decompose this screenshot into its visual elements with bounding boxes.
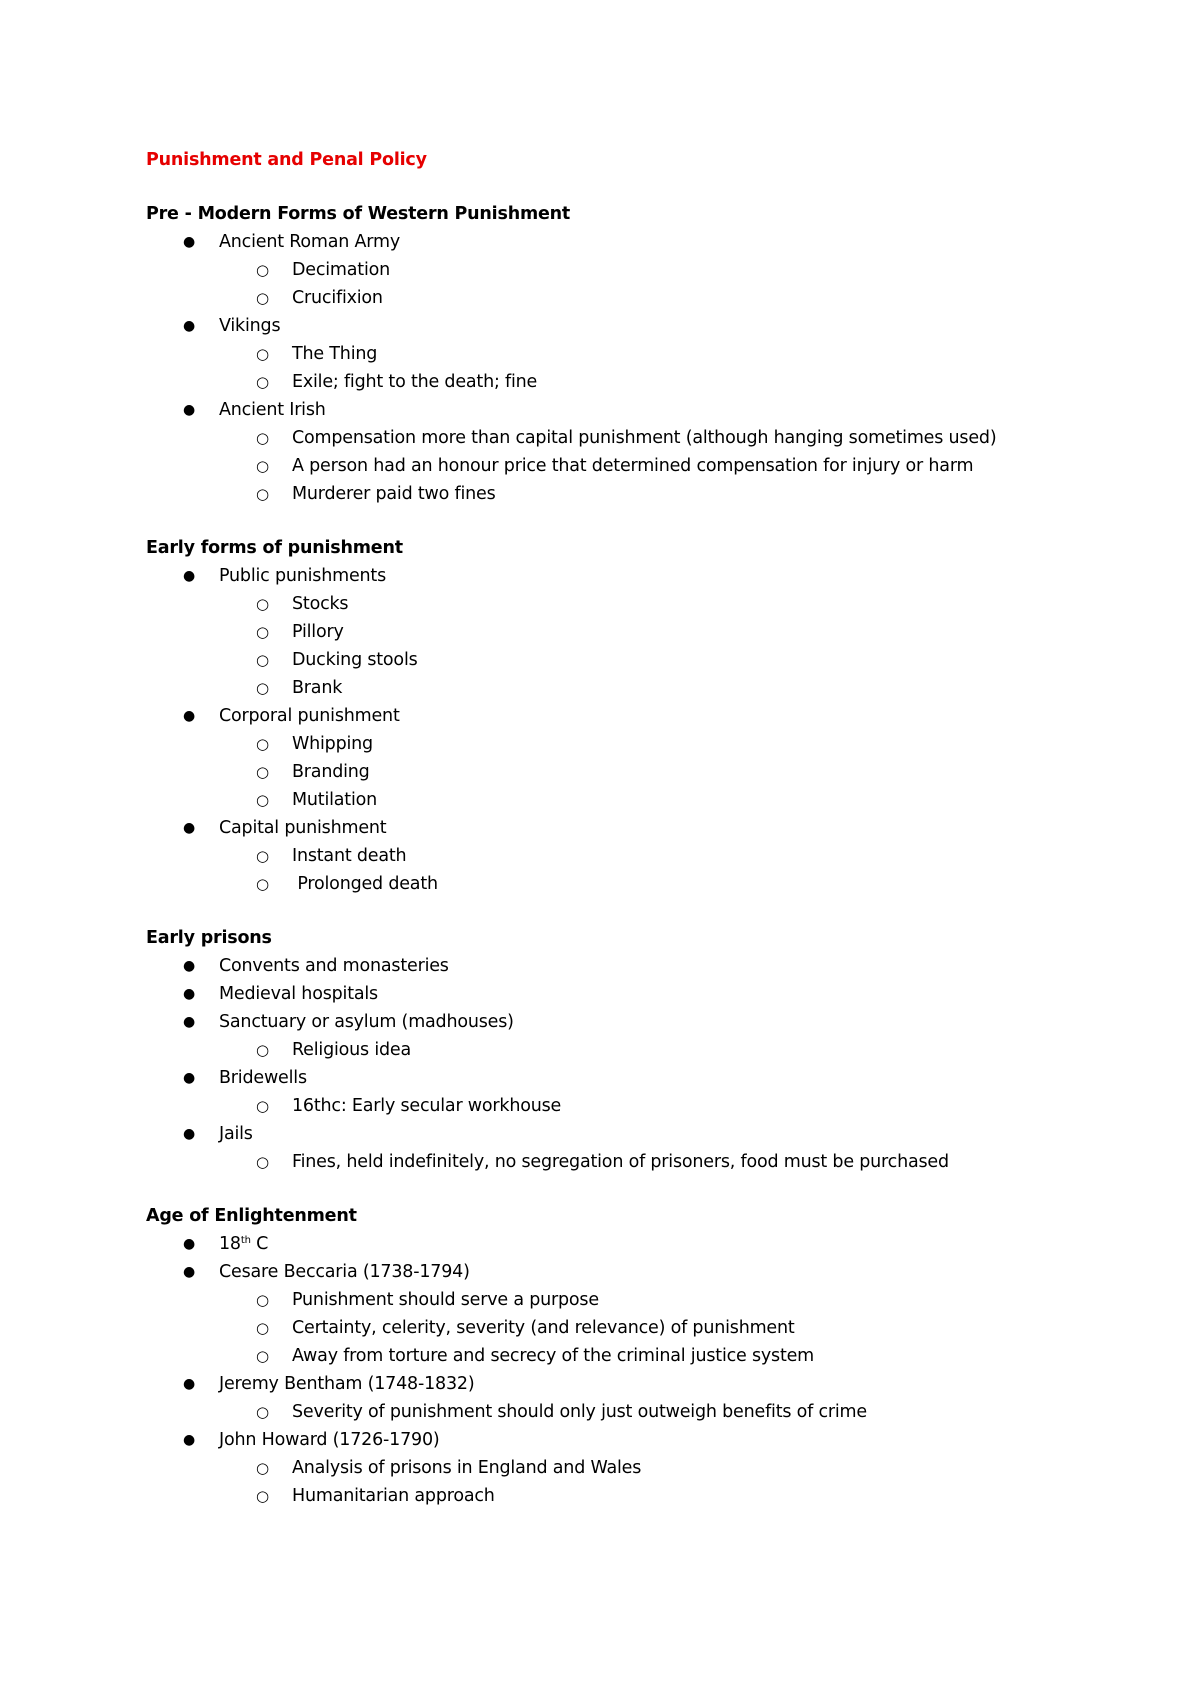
sub-list-item-line bbox=[146, 1286, 1106, 1314]
filled-bullet-icon: ● bbox=[183, 1014, 196, 1030]
list-item bbox=[146, 1370, 1106, 1426]
section bbox=[146, 1202, 1106, 1510]
sub-list-item-line bbox=[146, 674, 1106, 702]
sub-bullet-list bbox=[146, 590, 1106, 702]
list-item-line bbox=[146, 980, 1106, 1008]
sub-list-item-text: Mutilation bbox=[292, 790, 378, 810]
document-body bbox=[146, 200, 1106, 1510]
hollow-bullet-icon: ○ bbox=[256, 623, 269, 641]
sub-list-item-line bbox=[146, 424, 1106, 452]
sub-list-item-line bbox=[146, 1342, 1106, 1370]
list-item-text: Convents and monasteries bbox=[219, 956, 449, 976]
list-item bbox=[146, 562, 1106, 702]
sub-list-item bbox=[146, 870, 1106, 898]
sub-bullet-list bbox=[146, 1398, 1106, 1426]
list-item-line bbox=[146, 562, 1106, 590]
filled-bullet-icon: ● bbox=[183, 1264, 196, 1280]
hollow-bullet-icon: ○ bbox=[256, 1291, 269, 1309]
filled-bullet-icon: ● bbox=[183, 1070, 196, 1086]
section-heading: Age of Enlightenment bbox=[146, 1206, 357, 1226]
list-item-line bbox=[146, 1064, 1106, 1092]
sub-list-item bbox=[146, 758, 1106, 786]
sub-list-item bbox=[146, 368, 1106, 396]
filled-bullet-icon: ● bbox=[183, 986, 196, 1002]
sub-bullet-list bbox=[146, 1148, 1106, 1176]
sub-list-item-text: Exile; fight to the death; fine bbox=[292, 372, 538, 392]
hollow-bullet-icon: ○ bbox=[256, 763, 269, 781]
hollow-bullet-icon: ○ bbox=[256, 457, 269, 475]
sub-list-item-line bbox=[146, 870, 1106, 898]
sub-list-item bbox=[146, 1092, 1106, 1120]
list-item-line bbox=[146, 1008, 1106, 1036]
sub-list-item bbox=[146, 424, 1106, 452]
sub-list-item-text: Branding bbox=[292, 762, 370, 782]
sub-list-item-text: Analysis of prisons in England and Wales bbox=[292, 1458, 642, 1478]
list-item-text: Capital punishment bbox=[219, 818, 387, 838]
sub-list-item-line bbox=[146, 842, 1106, 870]
sub-list-item bbox=[146, 590, 1106, 618]
sub-list-item bbox=[146, 340, 1106, 368]
filled-bullet-icon: ● bbox=[183, 234, 196, 250]
section-heading: Early prisons bbox=[146, 928, 272, 948]
list-item-line bbox=[146, 1120, 1106, 1148]
hollow-bullet-icon: ○ bbox=[256, 373, 269, 391]
list-item-text: John Howard (1726-1790) bbox=[219, 1430, 440, 1450]
sub-list-item-text: Certainty, celerity, severity (and relevance) of punishment bbox=[292, 1318, 795, 1338]
sub-list-item-text: Prolonged death bbox=[292, 874, 438, 894]
list-item-line bbox=[146, 396, 1106, 424]
sub-list-item bbox=[146, 480, 1106, 508]
hollow-bullet-icon: ○ bbox=[256, 429, 269, 447]
sub-list-item-line bbox=[146, 786, 1106, 814]
sub-list-item-line bbox=[146, 1454, 1106, 1482]
list-item bbox=[146, 1230, 1106, 1258]
sub-list-item bbox=[146, 786, 1106, 814]
section bbox=[146, 200, 1106, 508]
filled-bullet-icon: ● bbox=[183, 820, 196, 836]
list-item-line bbox=[146, 1258, 1106, 1286]
sub-list-item-text: A person had an honour price that determined compensation for injury or harm bbox=[292, 456, 974, 476]
list-item-line bbox=[146, 1370, 1106, 1398]
superscript-text: th bbox=[240, 1235, 251, 1246]
sub-list-item-text: Ducking stools bbox=[292, 650, 418, 670]
sub-bullet-list bbox=[146, 730, 1106, 814]
list-item bbox=[146, 980, 1106, 1008]
sub-list-item-text: Away from torture and secrecy of the criminal justice system bbox=[292, 1346, 815, 1366]
list-item-line bbox=[146, 312, 1106, 340]
list-item-text: Sanctuary or asylum (madhouses) bbox=[219, 1012, 514, 1032]
sub-list-item-line bbox=[146, 480, 1106, 508]
list-item-text: Jails bbox=[219, 1124, 253, 1144]
filled-bullet-icon: ● bbox=[183, 1432, 196, 1448]
sub-list-item-text: Crucifixion bbox=[292, 288, 383, 308]
hollow-bullet-icon: ○ bbox=[256, 485, 269, 503]
hollow-bullet-icon: ○ bbox=[256, 595, 269, 613]
sub-list-item bbox=[146, 1036, 1106, 1064]
list-item bbox=[146, 1258, 1106, 1370]
sub-list-item-line bbox=[146, 1314, 1106, 1342]
sub-list-item bbox=[146, 1148, 1106, 1176]
list-item-text: 18 bbox=[219, 1234, 241, 1254]
sub-list-item-line bbox=[146, 1092, 1106, 1120]
hollow-bullet-icon: ○ bbox=[256, 289, 269, 307]
sub-list-item-line bbox=[146, 368, 1106, 396]
hollow-bullet-icon: ○ bbox=[256, 1153, 269, 1171]
sub-list-item-line bbox=[146, 284, 1106, 312]
hollow-bullet-icon: ○ bbox=[256, 1097, 269, 1115]
hollow-bullet-icon: ○ bbox=[256, 1487, 269, 1505]
sub-list-item-text: The Thing bbox=[292, 344, 378, 364]
section-heading: Pre - Modern Forms of Western Punishment bbox=[146, 204, 571, 224]
filled-bullet-icon: ● bbox=[183, 568, 196, 584]
list-item-text: Medieval hospitals bbox=[219, 984, 378, 1004]
hollow-bullet-icon: ○ bbox=[256, 1041, 269, 1059]
sub-bullet-list bbox=[146, 1036, 1106, 1064]
sub-list-item-line bbox=[146, 340, 1106, 368]
document-page bbox=[146, 146, 1106, 1536]
sub-list-item-text: Instant death bbox=[292, 846, 407, 866]
sub-list-item bbox=[146, 674, 1106, 702]
sub-list-item bbox=[146, 1482, 1106, 1510]
list-item-text: Ancient Roman Army bbox=[219, 232, 400, 252]
list-item-text: Corporal punishment bbox=[219, 706, 400, 726]
sub-list-item-line bbox=[146, 590, 1106, 618]
sub-list-item bbox=[146, 256, 1106, 284]
list-item-text: Public punishments bbox=[219, 566, 386, 586]
sub-list-item-text: 16thc: Early secular workhouse bbox=[292, 1096, 562, 1116]
sub-list-item bbox=[146, 452, 1106, 480]
hollow-bullet-icon: ○ bbox=[256, 735, 269, 753]
hollow-bullet-icon: ○ bbox=[256, 679, 269, 697]
filled-bullet-icon: ● bbox=[183, 1236, 196, 1252]
list-item-text: Jeremy Bentham (1748-1832) bbox=[219, 1374, 475, 1394]
bullet-list bbox=[146, 228, 1106, 508]
filled-bullet-icon: ● bbox=[183, 402, 196, 418]
sub-bullet-list bbox=[146, 1092, 1106, 1120]
list-item-line bbox=[146, 952, 1106, 980]
list-item bbox=[146, 702, 1106, 814]
sub-list-item bbox=[146, 730, 1106, 758]
bullet-list bbox=[146, 952, 1106, 1176]
document-title: Punishment and Penal Policy bbox=[146, 150, 427, 170]
sub-list-item-line bbox=[146, 1398, 1106, 1426]
sub-list-item bbox=[146, 618, 1106, 646]
list-item bbox=[146, 1008, 1106, 1064]
sub-list-item-text: Stocks bbox=[292, 594, 349, 614]
sub-list-item-line bbox=[146, 256, 1106, 284]
sub-list-item bbox=[146, 1314, 1106, 1342]
sub-list-item-line bbox=[146, 758, 1106, 786]
section bbox=[146, 924, 1106, 1176]
sub-bullet-list bbox=[146, 1286, 1106, 1370]
sub-list-item-text: Brank bbox=[292, 678, 343, 698]
sub-list-item-line bbox=[146, 646, 1106, 674]
filled-bullet-icon: ● bbox=[183, 708, 196, 724]
filled-bullet-icon: ● bbox=[183, 1126, 196, 1142]
filled-bullet-icon: ● bbox=[183, 958, 196, 974]
list-item bbox=[146, 396, 1106, 508]
list-item-text: Bridewells bbox=[219, 1068, 307, 1088]
hollow-bullet-icon: ○ bbox=[256, 651, 269, 669]
sub-list-item-line bbox=[146, 1148, 1106, 1176]
hollow-bullet-icon: ○ bbox=[256, 791, 269, 809]
sub-list-item-line bbox=[146, 452, 1106, 480]
hollow-bullet-icon: ○ bbox=[256, 1319, 269, 1337]
list-item-text-suffix: C bbox=[250, 1234, 269, 1254]
hollow-bullet-icon: ○ bbox=[256, 1459, 269, 1477]
sub-list-item-line bbox=[146, 1036, 1106, 1064]
hollow-bullet-icon: ○ bbox=[256, 1403, 269, 1421]
sub-list-item-text: Fines, held indefinitely, no segregation of prisoners, food must be purchased bbox=[292, 1152, 949, 1172]
sub-list-item-text: Severity of punishment should only just outweigh benefits of crime bbox=[292, 1402, 867, 1422]
list-item bbox=[146, 1064, 1106, 1120]
list-item bbox=[146, 1120, 1106, 1176]
list-item bbox=[146, 814, 1106, 898]
list-item-line bbox=[146, 228, 1106, 256]
list-item bbox=[146, 312, 1106, 396]
bullet-list bbox=[146, 1230, 1106, 1510]
section bbox=[146, 534, 1106, 898]
list-item-text: Vikings bbox=[219, 316, 281, 336]
sub-list-item bbox=[146, 1286, 1106, 1314]
list-item-line bbox=[146, 702, 1106, 730]
hollow-bullet-icon: ○ bbox=[256, 875, 269, 893]
list-item-line bbox=[146, 1426, 1106, 1454]
list-item bbox=[146, 1426, 1106, 1510]
hollow-bullet-icon: ○ bbox=[256, 261, 269, 279]
sub-list-item bbox=[146, 284, 1106, 312]
list-item-line bbox=[146, 1230, 1106, 1258]
sub-list-item-text: Murderer paid two fines bbox=[292, 484, 496, 504]
list-item-text: Ancient Irish bbox=[219, 400, 326, 420]
hollow-bullet-icon: ○ bbox=[256, 847, 269, 865]
sub-list-item-line bbox=[146, 730, 1106, 758]
sub-bullet-list bbox=[146, 340, 1106, 396]
sub-list-item bbox=[146, 1398, 1106, 1426]
list-item bbox=[146, 952, 1106, 980]
sub-list-item-text: Humanitarian approach bbox=[292, 1486, 495, 1506]
sub-list-item-text: Compensation more than capital punishment (although hanging sometimes used) bbox=[292, 428, 997, 448]
list-item-text: Cesare Beccaria (1738-1794) bbox=[219, 1262, 470, 1282]
sub-bullet-list bbox=[146, 256, 1106, 312]
sub-bullet-list bbox=[146, 1454, 1106, 1510]
sub-list-item-line bbox=[146, 1482, 1106, 1510]
filled-bullet-icon: ● bbox=[183, 1376, 196, 1392]
sub-list-item bbox=[146, 646, 1106, 674]
sub-list-item bbox=[146, 1454, 1106, 1482]
hollow-bullet-icon: ○ bbox=[256, 345, 269, 363]
list-item bbox=[146, 228, 1106, 312]
bullet-list bbox=[146, 562, 1106, 898]
filled-bullet-icon: ● bbox=[183, 318, 196, 334]
sub-list-item bbox=[146, 842, 1106, 870]
sub-list-item-line bbox=[146, 618, 1106, 646]
sub-bullet-list bbox=[146, 424, 1106, 508]
sub-list-item-text: Religious idea bbox=[292, 1040, 411, 1060]
sub-list-item bbox=[146, 1342, 1106, 1370]
hollow-bullet-icon: ○ bbox=[256, 1347, 269, 1365]
sub-list-item-text: Whipping bbox=[292, 734, 373, 754]
list-item-line bbox=[146, 814, 1106, 842]
sub-list-item-text: Punishment should serve a purpose bbox=[292, 1290, 599, 1310]
section-heading: Early forms of punishment bbox=[146, 538, 403, 558]
sub-list-item-text: Pillory bbox=[292, 622, 344, 642]
sub-bullet-list bbox=[146, 842, 1106, 898]
sub-list-item-text: Decimation bbox=[292, 260, 391, 280]
